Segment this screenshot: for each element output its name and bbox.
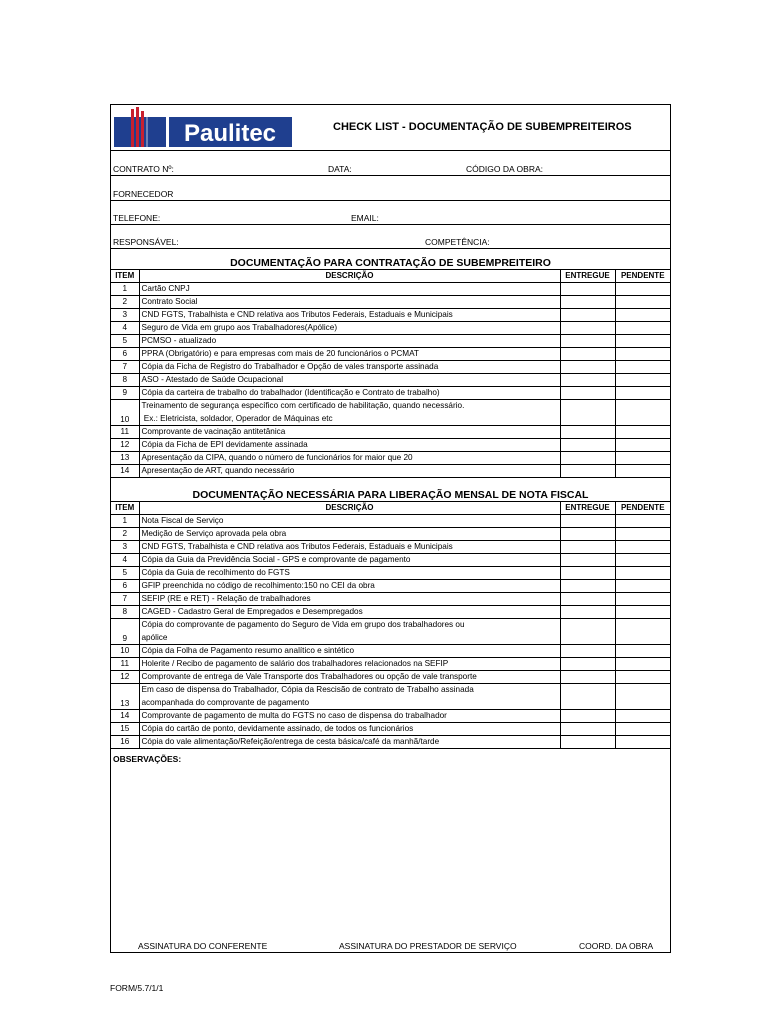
pendente-cell[interactable] bbox=[615, 283, 670, 296]
table-row bbox=[111, 541, 670, 554]
data-label: DATA: bbox=[328, 164, 352, 174]
table-row bbox=[111, 283, 670, 296]
table-row bbox=[111, 723, 670, 736]
item-description: Holerite / Recibo de pagamento de salário dos trabalhadores relacionados na SEFIP bbox=[139, 658, 560, 671]
item-description-line1: Em caso de dispensa do Trabalhador, Cópia da Rescisão de contrato de Trabalho assinada bbox=[141, 685, 474, 694]
item-description: Seguro de Vida em grupo aos Trabalhadores(Apólice) bbox=[139, 322, 560, 335]
contrato-label: CONTRATO Nº: bbox=[113, 164, 174, 174]
entregue-cell[interactable] bbox=[560, 671, 615, 684]
entregue-cell[interactable] bbox=[560, 723, 615, 736]
pendente-cell[interactable] bbox=[615, 684, 670, 710]
entregue-cell[interactable] bbox=[560, 645, 615, 658]
item-number: 13 bbox=[111, 452, 139, 465]
item-description-line2: apólice bbox=[141, 632, 168, 642]
pendente-cell[interactable] bbox=[615, 361, 670, 374]
item-description: Cópia da Guia de recolhimento do FGTS bbox=[139, 567, 560, 580]
entregue-cell[interactable] bbox=[560, 361, 615, 374]
entregue-cell[interactable] bbox=[560, 554, 615, 567]
table-row bbox=[111, 335, 670, 348]
entregue-cell[interactable] bbox=[560, 528, 615, 541]
col-pendente-header: PENDENTE bbox=[615, 270, 670, 283]
item-description: CAGED - Cadastro Geral de Empregados e Desempregados bbox=[139, 606, 560, 619]
row-contrato bbox=[111, 151, 670, 176]
table-row bbox=[111, 580, 670, 593]
pendente-cell[interactable] bbox=[615, 606, 670, 619]
table-row bbox=[111, 658, 670, 671]
item-number: 3 bbox=[111, 309, 139, 322]
table-row bbox=[111, 671, 670, 684]
entregue-cell[interactable] bbox=[560, 619, 615, 645]
item-description: PPRA (Obrigatório) e para empresas com mais de 20 funcionários o PCMAT bbox=[139, 348, 560, 361]
item-number: 10 bbox=[111, 645, 139, 658]
pendente-cell[interactable] bbox=[615, 296, 670, 309]
item-number: 8 bbox=[111, 606, 139, 619]
col-item-header: ITEM bbox=[111, 502, 139, 515]
table-header-row bbox=[111, 270, 670, 283]
item-description: Cópia do vale alimentação/Refeição/entrega de cesta básica/café da manhã/tarde bbox=[139, 736, 560, 749]
entregue-cell[interactable] bbox=[560, 426, 615, 439]
entregue-cell[interactable] bbox=[560, 400, 615, 426]
entregue-cell[interactable] bbox=[560, 736, 615, 749]
logo-text: Paulitec bbox=[183, 120, 277, 147]
item-description-line1: Treinamento de segurança específico com certificado de habilitação, quando necessário. bbox=[141, 401, 465, 410]
form-code: FORM/5.7/1/1 bbox=[110, 983, 164, 993]
entregue-cell[interactable] bbox=[560, 387, 615, 400]
col-entregue-header: ENTREGUE bbox=[560, 502, 615, 515]
entregue-cell[interactable] bbox=[560, 606, 615, 619]
item-number: 1 bbox=[111, 515, 139, 528]
row-telefone bbox=[111, 201, 670, 225]
item-number: 6 bbox=[111, 580, 139, 593]
section2-title: DOCUMENTAÇÃO NECESSÁRIA PARA LIBERAÇÃO MENSAL DE NOTA FISCAL bbox=[111, 488, 670, 502]
item-number: 5 bbox=[111, 567, 139, 580]
entregue-cell[interactable] bbox=[560, 374, 615, 387]
item-number: 13 bbox=[111, 684, 139, 710]
section1-table bbox=[111, 270, 670, 478]
item-description: Apresentação de ART, quando necessário bbox=[139, 465, 560, 478]
entregue-cell[interactable] bbox=[560, 515, 615, 528]
email-label: EMAIL: bbox=[351, 213, 379, 223]
pendente-cell[interactable] bbox=[615, 348, 670, 361]
competencia-label: COMPETÊNCIA: bbox=[425, 237, 490, 247]
item-number: 4 bbox=[111, 322, 139, 335]
col-descricao-header: DESCRIÇÃO bbox=[139, 270, 560, 283]
table-row bbox=[111, 439, 670, 452]
entregue-cell[interactable] bbox=[560, 335, 615, 348]
pendente-cell[interactable] bbox=[615, 465, 670, 478]
page-title: CHECK LIST - DOCUMENTAÇÃO DE SUBEMPREITEIROS bbox=[333, 121, 632, 133]
item-description: Apresentação da CIPA, quando o número de funcionários for maior que 20 bbox=[139, 452, 560, 465]
signature-coord: COORD. DA OBRA bbox=[579, 941, 654, 951]
form-header bbox=[111, 105, 670, 151]
item-number: 5 bbox=[111, 335, 139, 348]
item-description: Nota Fiscal de Serviço bbox=[139, 515, 560, 528]
table-row bbox=[111, 387, 670, 400]
pendente-cell[interactable] bbox=[615, 400, 670, 426]
pendente-cell[interactable] bbox=[615, 567, 670, 580]
item-description: Cópia da Ficha de Registro do Trabalhador e Opção de vales transporte assinada bbox=[139, 361, 560, 374]
col-pendente-header: PENDENTE bbox=[615, 502, 670, 515]
item-description: GFIP preenchida no código de recolhimento:150 no CEI da obra bbox=[139, 580, 560, 593]
item-description: Cópia da carteira de trabalho do trabalhador (Identificação e Contrato de trabalho) bbox=[139, 387, 560, 400]
pendente-cell[interactable] bbox=[615, 710, 670, 723]
item-description-line1: Cópia do comprovante de pagamento do Seguro de Vida em grupo dos trabalhadores ou bbox=[141, 620, 465, 629]
table-row bbox=[111, 515, 670, 528]
table-header-row bbox=[111, 502, 670, 515]
section1-title: DOCUMENTAÇÃO PARA CONTRATAÇÃO DE SUBEMPREITEIRO bbox=[111, 256, 670, 270]
item-description: CND FGTS, Trabalhista e CND relativa aos Tributos Federais, Estaduais e Municipais bbox=[139, 541, 560, 554]
table-row bbox=[111, 309, 670, 322]
pendente-cell[interactable] bbox=[615, 736, 670, 749]
row-fornecedor bbox=[111, 176, 670, 201]
entregue-cell[interactable] bbox=[560, 658, 615, 671]
pendente-cell[interactable] bbox=[615, 554, 670, 567]
pendente-cell[interactable] bbox=[615, 439, 670, 452]
signature-prestador: ASSINATURA DO PRESTADOR DE SERVIÇO bbox=[339, 941, 517, 951]
pendente-cell[interactable] bbox=[615, 528, 670, 541]
table-row bbox=[111, 465, 670, 478]
checklist-form bbox=[110, 104, 671, 953]
item-description bbox=[139, 619, 560, 645]
item-description-line2: Ex.: Eletricista, soldador, Operador de Máquinas etc bbox=[141, 413, 333, 423]
item-number: 1 bbox=[111, 283, 139, 296]
table-row bbox=[111, 645, 670, 658]
table-row bbox=[111, 710, 670, 723]
pendente-cell[interactable] bbox=[615, 309, 670, 322]
entregue-cell[interactable] bbox=[560, 593, 615, 606]
item-description: SEFIP (RE e RET) - Relação de trabalhadores bbox=[139, 593, 560, 606]
pendente-cell[interactable] bbox=[615, 452, 670, 465]
item-description: Cópia da Guia da Previdência Social - GPS e comprovante de pagamento bbox=[139, 554, 560, 567]
col-item-header: ITEM bbox=[111, 270, 139, 283]
item-number: 12 bbox=[111, 439, 139, 452]
item-number: 6 bbox=[111, 348, 139, 361]
item-description: Contrato Social bbox=[139, 296, 560, 309]
entregue-cell[interactable] bbox=[560, 348, 615, 361]
entregue-cell[interactable] bbox=[560, 710, 615, 723]
table-row bbox=[111, 426, 670, 439]
pendente-cell[interactable] bbox=[615, 387, 670, 400]
pendente-cell[interactable] bbox=[615, 645, 670, 658]
item-number: 3 bbox=[111, 541, 139, 554]
pendente-cell[interactable] bbox=[615, 322, 670, 335]
pendente-cell[interactable] bbox=[615, 335, 670, 348]
table-row bbox=[111, 528, 670, 541]
pendente-cell[interactable] bbox=[615, 619, 670, 645]
row-responsavel bbox=[111, 225, 670, 249]
paulitec-logo bbox=[113, 107, 293, 149]
table-row bbox=[111, 348, 670, 361]
item-description bbox=[139, 400, 560, 426]
item-description: Cópia do cartão de ponto, devidamente assinado, de todos os funcionários bbox=[139, 723, 560, 736]
item-number: 12 bbox=[111, 671, 139, 684]
fornecedor-label: FORNECEDOR bbox=[113, 189, 174, 199]
pendente-cell[interactable] bbox=[615, 580, 670, 593]
item-number: 7 bbox=[111, 593, 139, 606]
item-description: PCMSO - atualizado bbox=[139, 335, 560, 348]
table-row bbox=[111, 736, 670, 749]
table-row bbox=[111, 593, 670, 606]
item-number: 2 bbox=[111, 296, 139, 309]
responsavel-label: RESPONSÁVEL: bbox=[113, 237, 179, 247]
item-description: Comprovante de vacinação antitetânica bbox=[139, 426, 560, 439]
item-number: 11 bbox=[111, 426, 139, 439]
entregue-cell[interactable] bbox=[560, 580, 615, 593]
entregue-cell[interactable] bbox=[560, 567, 615, 580]
item-description: ASO - Atestado de Saúde Ocupacional bbox=[139, 374, 560, 387]
item-number: 10 bbox=[111, 400, 139, 426]
item-description: Comprovante de entrega de Vale Transporte dos Trabalhadores ou opção de vale transporte bbox=[139, 671, 560, 684]
entregue-cell[interactable] bbox=[560, 684, 615, 710]
col-descricao-header: DESCRIÇÃO bbox=[139, 502, 560, 515]
item-number: 9 bbox=[111, 387, 139, 400]
pendente-cell[interactable] bbox=[615, 426, 670, 439]
item-description: Comprovante de pagamento de multa do FGTS no caso de dispensa do trabalhador bbox=[139, 710, 560, 723]
table-row bbox=[111, 296, 670, 309]
table-row bbox=[111, 400, 670, 426]
item-description: Cartão CNPJ bbox=[139, 283, 560, 296]
entregue-cell[interactable] bbox=[560, 439, 615, 452]
table-row bbox=[111, 606, 670, 619]
pendente-cell[interactable] bbox=[615, 658, 670, 671]
item-description: CND FGTS, Trabalhista e CND relativa aos Tributos Federais, Estaduais e Municipais bbox=[139, 309, 560, 322]
item-number: 14 bbox=[111, 465, 139, 478]
pendente-cell[interactable] bbox=[615, 593, 670, 606]
item-description: Medição de Serviço aprovada pela obra bbox=[139, 528, 560, 541]
item-number: 9 bbox=[111, 619, 139, 645]
telefone-label: TELEFONE: bbox=[113, 213, 161, 223]
table-row bbox=[111, 322, 670, 335]
entregue-cell[interactable] bbox=[560, 452, 615, 465]
item-number: 11 bbox=[111, 658, 139, 671]
item-number: 16 bbox=[111, 736, 139, 749]
signature-conferente: ASSINATURA DO CONFERENTE bbox=[138, 941, 268, 951]
item-number: 4 bbox=[111, 554, 139, 567]
codigo-obra-label: CÓDIGO DA OBRA: bbox=[466, 164, 543, 174]
item-number: 2 bbox=[111, 528, 139, 541]
table-row bbox=[111, 374, 670, 387]
entregue-cell[interactable] bbox=[560, 465, 615, 478]
item-number: 7 bbox=[111, 361, 139, 374]
item-number: 8 bbox=[111, 374, 139, 387]
table-row bbox=[111, 619, 670, 645]
entregue-cell[interactable] bbox=[560, 296, 615, 309]
col-entregue-header: ENTREGUE bbox=[560, 270, 615, 283]
section2-table bbox=[111, 502, 670, 749]
table-row bbox=[111, 361, 670, 374]
item-description: Cópia da Ficha de EPI devidamente assinada bbox=[139, 439, 560, 452]
table-row bbox=[111, 567, 670, 580]
table-row bbox=[111, 452, 670, 465]
entregue-cell[interactable] bbox=[560, 541, 615, 554]
table-row bbox=[111, 554, 670, 567]
item-description bbox=[139, 684, 560, 710]
table-row bbox=[111, 684, 670, 710]
entregue-cell[interactable] bbox=[560, 283, 615, 296]
pendente-cell[interactable] bbox=[615, 374, 670, 387]
pendente-cell[interactable] bbox=[615, 671, 670, 684]
observacoes-label: OBSERVAÇÕES: bbox=[113, 754, 182, 764]
item-description: Cópia da Folha de Pagamento resumo analítico e sintético bbox=[139, 645, 560, 658]
pendente-cell[interactable] bbox=[615, 723, 670, 736]
item-number: 15 bbox=[111, 723, 139, 736]
pendente-cell[interactable] bbox=[615, 515, 670, 528]
pendente-cell[interactable] bbox=[615, 541, 670, 554]
entregue-cell[interactable] bbox=[560, 309, 615, 322]
item-description-line2: acompanhada do comprovante de pagamento bbox=[141, 697, 310, 707]
entregue-cell[interactable] bbox=[560, 322, 615, 335]
item-number: 14 bbox=[111, 710, 139, 723]
